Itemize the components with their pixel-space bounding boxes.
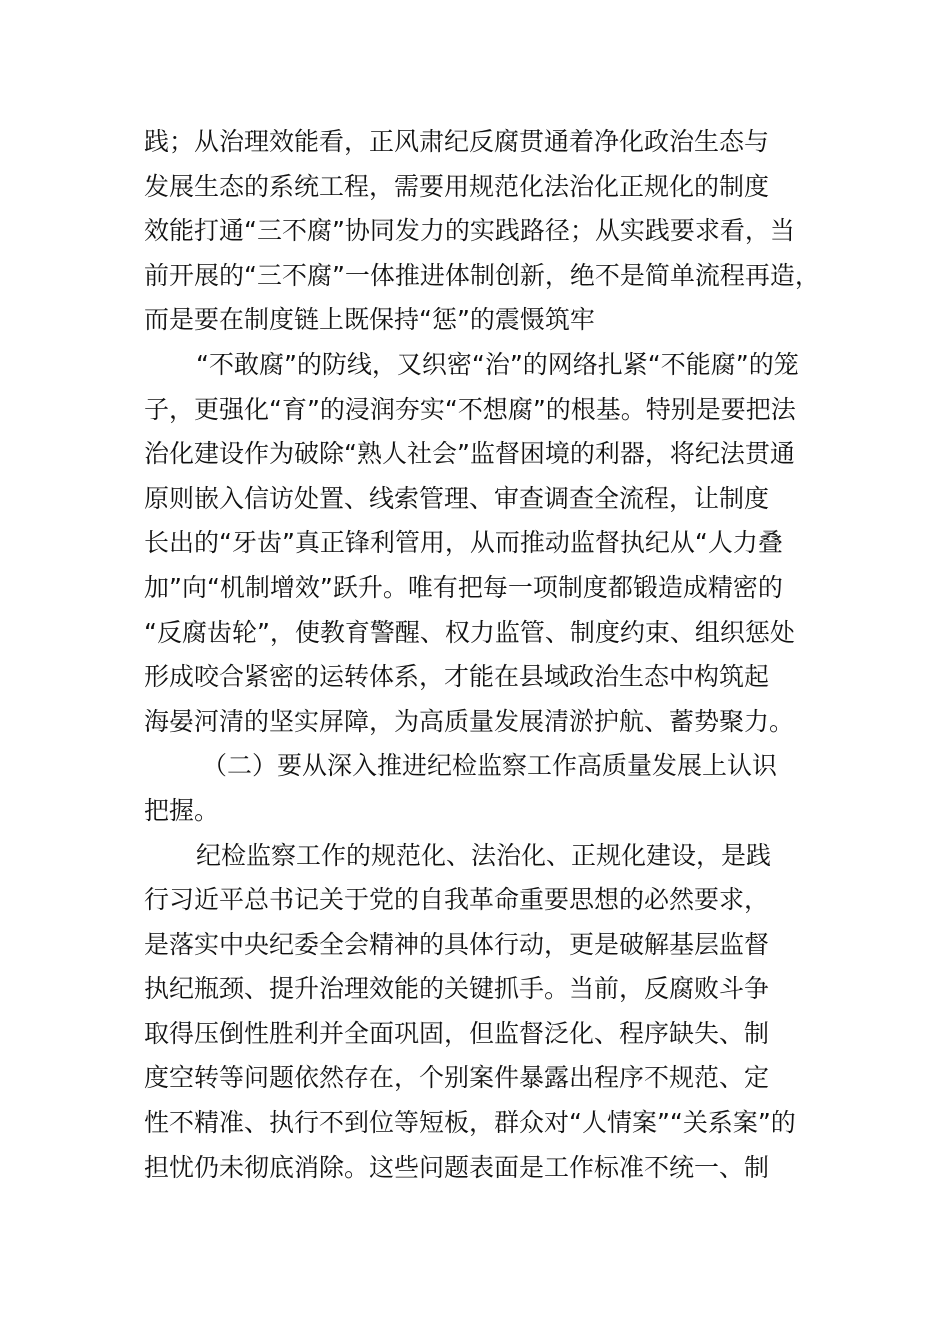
text-line: 性不精准、执行不到位等短板，群众对“人情案”“关系案”的 xyxy=(144,1108,796,1138)
text-line: 度空转等问题依然存在，个别案件暴露出程序不规范、定 xyxy=(144,1063,770,1093)
text-line: 加”向“机制增效”跃升。唯有把每一项制度都锻造成精密的 xyxy=(144,572,783,602)
text-line: “不敢腐”的防线，又织密“治”的网络扎紧“不能腐”的笼 xyxy=(196,349,799,379)
text-line: 行习近平总书记关于党的自我革命重要思想的必然要求， xyxy=(144,885,770,915)
text-line: 而是要在制度链上既保持“惩”的震慑筑牢 xyxy=(144,305,595,335)
text-line: 前开展的“三不腐”一体推进体制创新，绝不是简单流程再造， xyxy=(144,260,820,290)
text-line: 执纪瓶颈、提升治理效能的关键抓手。当前，反腐败斗争 xyxy=(144,974,770,1004)
section-heading-cont: 把握。 xyxy=(144,795,220,825)
text-line: 取得压倒性胜利并全面巩固，但监督泛化、程序缺失、制 xyxy=(144,1018,770,1048)
text-line: 发展生态的系统工程，需要用规范化法治化正规化的制度 xyxy=(144,171,770,201)
text-line: 纪检监察工作的规范化、法治化、正规化建设，是践 xyxy=(196,840,772,870)
text-line: 效能打通“三不腐”协同发力的实践路径；从实践要求看，当 xyxy=(144,216,795,246)
text-line: 海晏河清的坚实屏障，为高质量发展清淤护航、蓄势聚力。 xyxy=(144,706,795,736)
text-line: 践；从治理效能看，正风肃纪反腐贯通着净化政治生态与 xyxy=(144,127,770,156)
text-line: 长出的“牙齿”真正锋利管用，从而推动监督执纪从“人力叠 xyxy=(144,528,783,558)
text-line: 是落实中央纪委全会精神的具体行动，更是破解基层监督 xyxy=(144,929,770,959)
text-line: 原则嵌入信访处置、线索管理、审查调查全流程，让制度 xyxy=(144,483,770,513)
section-heading: （二）要从深入推进纪检监察工作高质量发展上认识 xyxy=(202,751,778,781)
body-text xyxy=(144,120,824,1190)
text-line: 治化建设作为破除“熟人社会”监督困境的利器，将纪法贯通 xyxy=(144,439,795,469)
text-line: 形成咬合紧密的运转体系，才能在县域政治生态中构筑起 xyxy=(144,662,770,692)
text-line: 子，更强化“育”的浸润夯实“不想腐”的根基。特别是要把法 xyxy=(144,394,796,424)
text-line: “反腐齿轮”，使教育警醒、权力监管、制度约束、组织惩处 xyxy=(144,617,795,647)
text-line: 担忧仍未彻底消除。这些问题表面是工作标准不统一、制 xyxy=(144,1152,770,1182)
